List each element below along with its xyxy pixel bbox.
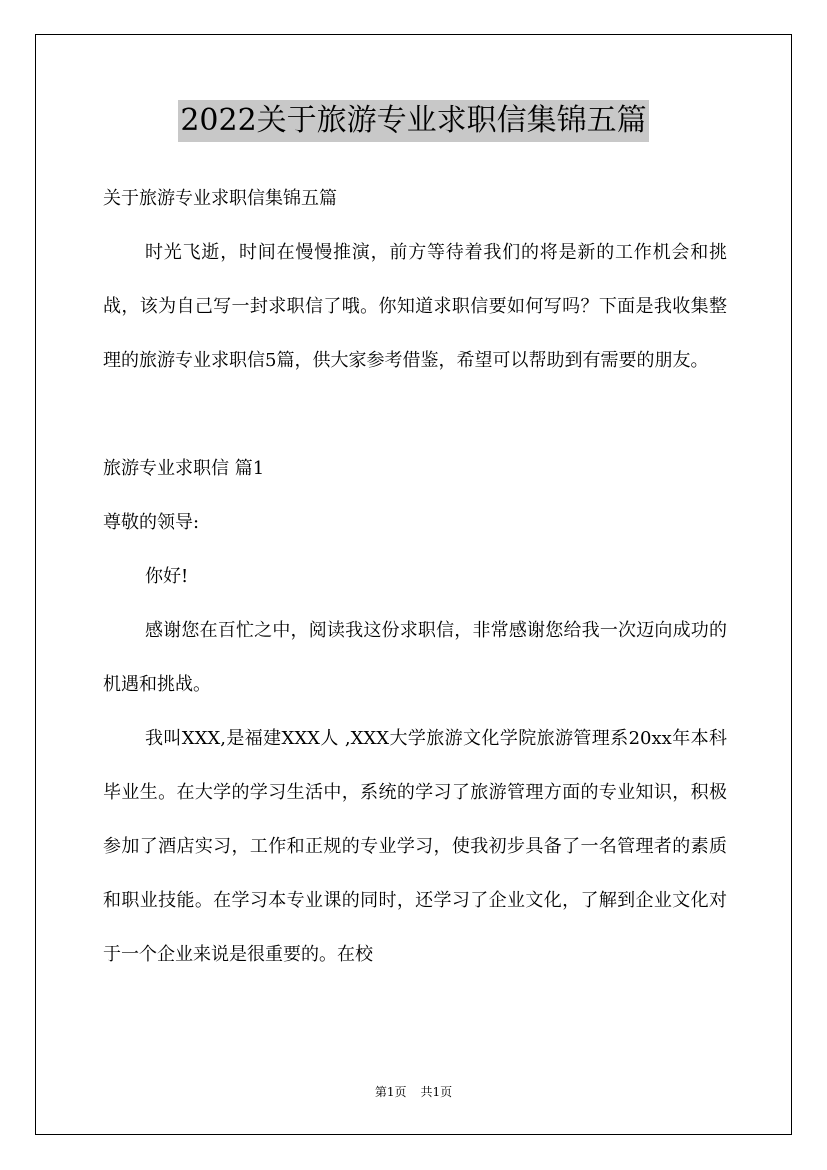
document-title: 2022关于旅游专业求职信集锦五篇 [178, 100, 648, 142]
body-paragraph-1: 感谢您在百忙之中，阅读我这份求职信，非常感谢您给我一次迈向成功的机遇和挑战。 [103, 620, 727, 695]
paragraph-spacer [103, 388, 727, 442]
greeting: 你好! [145, 566, 189, 587]
document-subtitle: 关于旅游专业求职信集锦五篇 [103, 188, 337, 209]
section-heading: 旅游专业求职信 篇1 [103, 458, 265, 479]
body-paragraph-2: 我叫XXX,是福建XXX人 ,XXX大学旅游文化学院旅游管理系20xx年本科毕业生。在大学的学习生活中，系统的学习了旅游管理方面的专业知识，积极参加了酒店实习，工作和正规的专业学习，使我初步具备了一名管理者的素质和职业技能。在学习本专业课的同时，还学习了企业文化，了解到企业文化对于一个企业来说是很重要的。在校 [103, 728, 727, 965]
page-footer [0, 1083, 827, 1101]
document-body [103, 172, 727, 982]
intro-paragraph: 时光飞逝，时间在慢慢推演，前方等待着我们的将是新的工作机会和挑战，该为自己写一封求职信了哦。你知道求职信要如何写吗？下面是我收集整理的旅游专业求职信5篇，供大家参考借鉴，希望可以帮助到有需要的朋友。 [103, 242, 727, 371]
salutation: 尊敬的领导: [103, 512, 200, 533]
total-pages: 共1页 [420, 1085, 453, 1099]
title-container [0, 100, 827, 142]
page-number: 第1页 [374, 1085, 407, 1099]
